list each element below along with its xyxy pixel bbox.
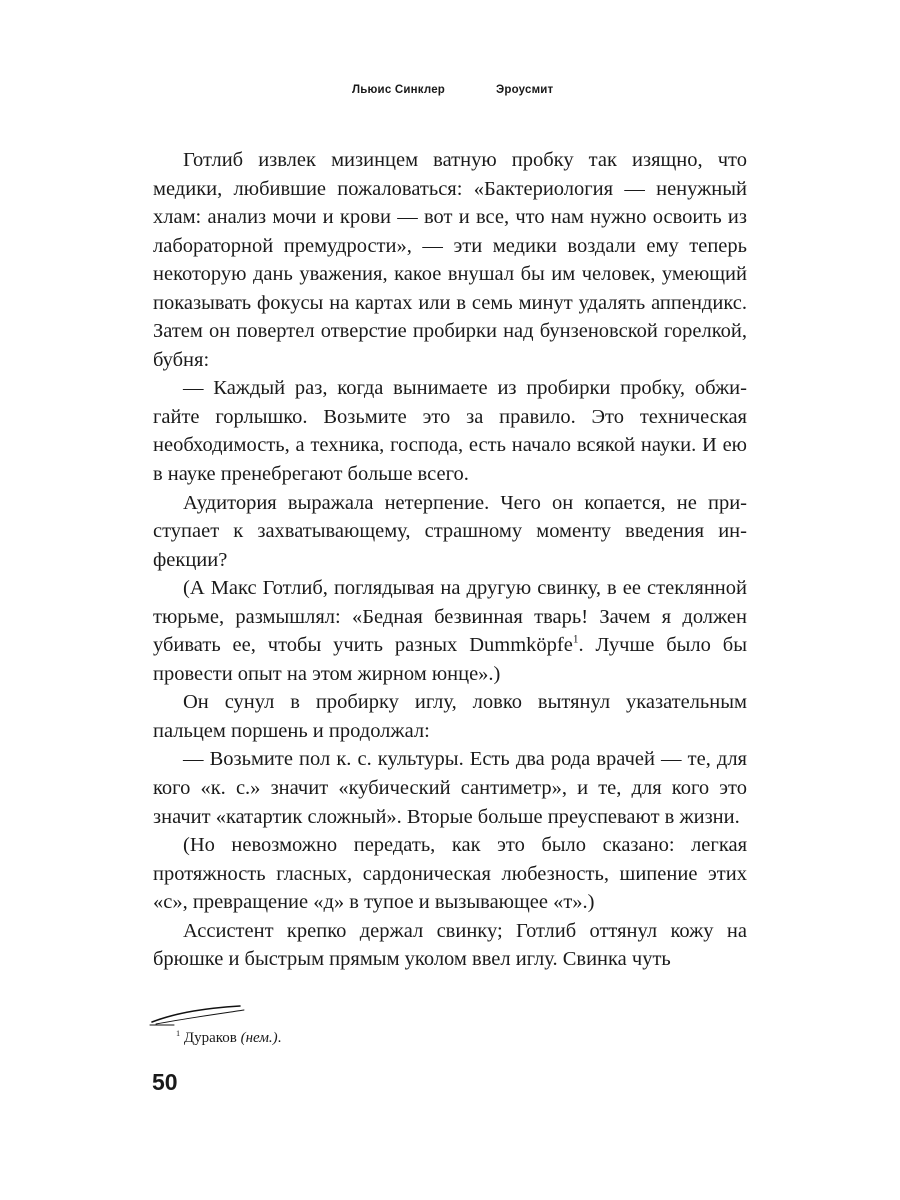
running-head-title: Эроусмит	[496, 84, 554, 96]
footnote-text: Дураков	[183, 1030, 237, 1046]
footnote-flourish-divider	[148, 1000, 248, 1030]
paragraph-8: Ассистент крепко держал свинку; Готлиб оттянул кожу на брюшке и быстрым прямым уколом ввел иглу. Свинка чуть	[153, 919, 747, 971]
paragraph-1: Готлиб извлек мизинцем ватную пробку так изящно, что медики, любившие пожаловаться: «Бактериология — ненужный хлам: анализ мочи и крови — вот и все, что нам нужно освоить из лабораторной премудрости», — эти медики воздали ему теперь некоторую дань уважения, какое внушал бы им человек, умеющий показывать фокусы на картах или в семь минут удалять аппендикс. Затем он повертел отверстие пробирки над бунзеновской горелкой, бубня:	[153, 149, 747, 371]
paragraph-5: Он сунул в пробирку иглу, ловко вытянул указательным пальцем поршень и продолжал:	[153, 691, 747, 742]
page-number: 50	[152, 1069, 178, 1095]
running-head-author: Льюис Синклер	[352, 84, 446, 96]
footnote-number: 1	[176, 1028, 181, 1038]
paragraph-7: (Но невозможно передать, как это было сказано: легкая протяжность гласных, сардоническая любезность, шипение этих «с», превращение «д» в тупое и вызывающее «т».)	[153, 834, 747, 914]
paragraph-6: — Возьмите пол к. с. культуры. Есть два рода врачей — те, для кого «к. с.» значит «кубический сантиметр», и те, для кого это значит «катартик сложный». Вторые больше преуспевают в жизни.	[153, 748, 747, 828]
footnote-reference: 1	[572, 633, 579, 646]
footnote-language-note: (нем.)	[240, 1030, 278, 1046]
paragraph-4-text-before: (А Макс Готлиб, поглядывая на другую свинку, в ее стеклянной тюрьме, размышлял: «Бедная безвинная тварь! Зачем я должен убивать ее, чтобы учить разных Dummköpfe	[153, 577, 747, 657]
paragraph-2: — Каждый раз, когда вынимаете из пробирки пробку, обжигайте горлышко. Возьмите это за правило. Это техническая необходимость, а техника, господа, есть начало всякой науки. И ею в науке пренебрегают больше всего.	[153, 377, 747, 486]
body-text	[153, 146, 747, 974]
paragraph-4	[153, 574, 747, 688]
paragraph-3: Аудитория выражала нетерпение. Чего он копается, не приступает к захватывающему, страшному моменту введения инфекции?	[153, 491, 747, 571]
footnote-end: .	[277, 1030, 282, 1046]
paragraph-4-text-after: . Лучше было бы провести опыт на этом жирном юнце».)	[153, 634, 748, 685]
footnote	[176, 1029, 281, 1047]
